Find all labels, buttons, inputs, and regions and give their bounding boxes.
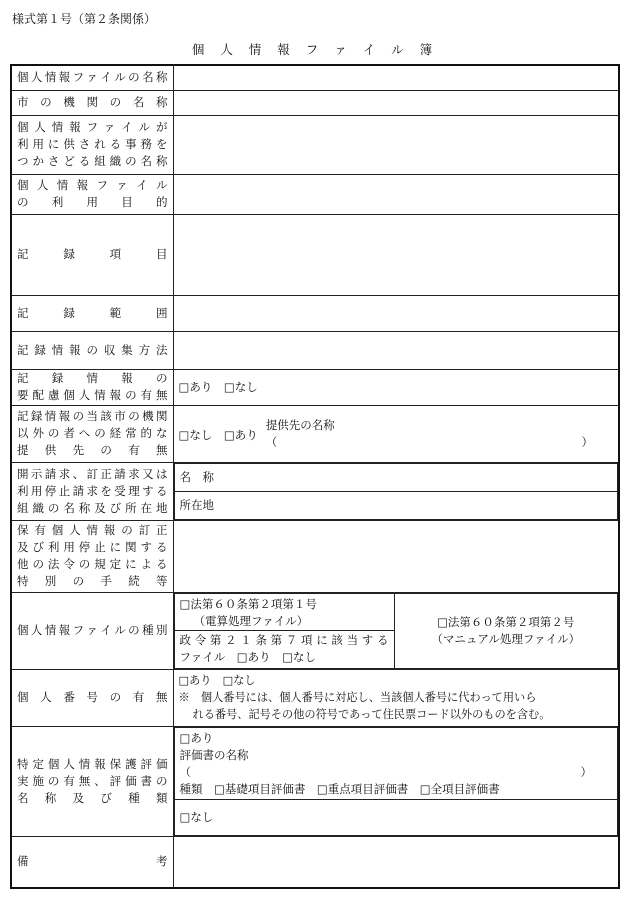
pia-name-label: 評価書の名称 [179,747,249,762]
label-special-line: 保有個人情報の訂正 [17,523,168,537]
kind-inner-table [174,593,619,669]
mynumber-cell [173,669,619,726]
provision-checkboxes[interactable]: □なし □あり [178,427,258,442]
pia-type-checkboxes[interactable]: 種類 □基礎項目評価書 □重点項目評価書 □全項目評価書 [179,781,500,796]
kind-ordinance-checkboxes[interactable]: ファイル □あり □なし [179,650,316,664]
kind-computer-checkbox[interactable]: □法第６０条第２項第１号 [179,596,317,611]
mynumber-note-line: れる番号、記号その他の符号であって住民票コード以外のものを含む。 [192,708,551,721]
label-agency: 市の機関の名称 [11,90,173,115]
label-provision-line: 以外の者への経常的な [17,426,168,440]
label-sensitive-line: 要配慮個人情報の有無 [17,388,168,402]
row-agency [11,90,619,115]
label-disclosure-line: 利用停止請求を受理する [17,483,168,498]
label-sensitive-line: 記録情報の [17,371,168,385]
pia-yes-cell [174,727,618,799]
kind-ordinance-text: 政令第２１条第７項に該当する [179,633,389,647]
sensitive-checkboxes[interactable]: □あり □なし [173,369,619,405]
disclosure-cell [173,462,619,520]
paren-close: ） [580,764,592,779]
provision-name-label: 提供先の名称 [265,417,335,432]
row-file-name [11,65,619,90]
label-pia-line: 実施の有無、評価書の [17,773,168,788]
label-kind: 個人情報ファイルの種別 [11,592,173,669]
label-special [11,520,173,592]
row-kind [11,592,619,669]
label-org-line: 個人情報ファイルが [17,120,168,134]
paren-open: （ [265,434,278,449]
row-scope [11,295,619,331]
label-org-line: つかさどる組織の名称 [17,154,168,168]
label-special-line: 及び利用停止に関する [17,540,168,554]
field-special[interactable] [173,520,619,592]
label-scope: 記録範囲 [11,295,173,331]
mynumber-checkboxes[interactable]: □あり □なし [178,674,256,687]
label-remarks: 備考 [11,836,173,888]
row-mynumber [11,669,619,726]
field-remarks[interactable] [173,836,619,888]
label-provision [11,405,173,462]
field-scope[interactable] [173,295,619,331]
kind-ordinance-cell [174,630,394,668]
label-org [11,115,173,174]
kind-computer-desc: （電算処理ファイル） [193,613,309,628]
kind-cell [173,592,619,669]
provision-name-field[interactable] [266,434,613,451]
pia-inner-table [174,727,619,836]
label-disclosure-line: 組織の名称及び所在地 [17,500,168,515]
paren-close: ） [581,434,593,449]
kind-manual-desc: （マニュアル処理ファイル） [431,631,581,646]
label-sensitive [11,369,173,405]
kind-computer-cell [174,593,394,630]
pia-no-checkbox[interactable]: □なし [174,799,618,835]
label-collection: 記録情報の収集方法 [11,331,173,369]
row-special [11,520,619,592]
row-disclosure [11,462,619,520]
row-sensitive [11,369,619,405]
label-purpose-line: の利用目的 [17,195,168,209]
row-items [11,214,619,295]
personal-info-file-register-table [10,64,620,889]
kind-manual-checkbox[interactable]: □法第６０条第２項第２号 [437,614,575,629]
disclosure-inner-table [174,463,619,520]
row-pia [11,726,619,836]
paren-open: （ [179,764,191,779]
field-items[interactable] [173,214,619,295]
label-provision-line: 提供先の有無 [17,443,168,457]
field-agency[interactable] [173,90,619,115]
kind-manual-cell [394,593,618,668]
label-disclosure [11,462,173,520]
label-special-line: 他の法令の規定による [17,557,168,571]
disclosure-address-field[interactable]: 所在地 [174,491,618,519]
label-pia [11,726,173,836]
label-items: 記録項目 [11,214,173,295]
field-provision [173,405,619,462]
label-pia-line: 名称及び種類 [17,790,168,805]
pia-name-field[interactable] [180,764,613,781]
form-title: 個 人 情 報 フ ァ イ ル 簿 [191,42,439,57]
label-purpose-line: 個人情報ファイル [17,178,168,192]
field-org[interactable] [173,115,619,174]
form-number: 様式第１号（第２条関係） [12,12,157,26]
label-mynumber: 個人番号の有無 [11,669,173,726]
row-purpose [11,174,619,214]
field-collection[interactable] [173,331,619,369]
label-org-line: 利用に供される事務を [17,137,168,151]
row-remarks [11,836,619,888]
label-disclosure-line: 開示請求、訂正請求又は [17,466,168,481]
label-pia-line: 特定個人情報保護評価 [17,756,168,771]
label-purpose [11,174,173,214]
label-file-name: 個人情報ファイルの名称 [11,65,173,90]
field-purpose[interactable] [173,174,619,214]
disclosure-name-field[interactable]: 名 称 [174,463,618,491]
label-provision-line: 記録情報の当該市の機関 [17,409,168,423]
row-collection [11,331,619,369]
mynumber-note-line: ※ 個人番号には、個人番号に対応し、当該個人番号に代わって用いら [178,691,537,704]
row-provision [11,405,619,462]
field-file-name[interactable] [173,65,619,90]
label-special-line: 特別の手続等 [17,574,168,588]
row-org [11,115,619,174]
pia-yes-checkbox[interactable]: □あり [179,730,214,745]
pia-cell [173,726,619,836]
